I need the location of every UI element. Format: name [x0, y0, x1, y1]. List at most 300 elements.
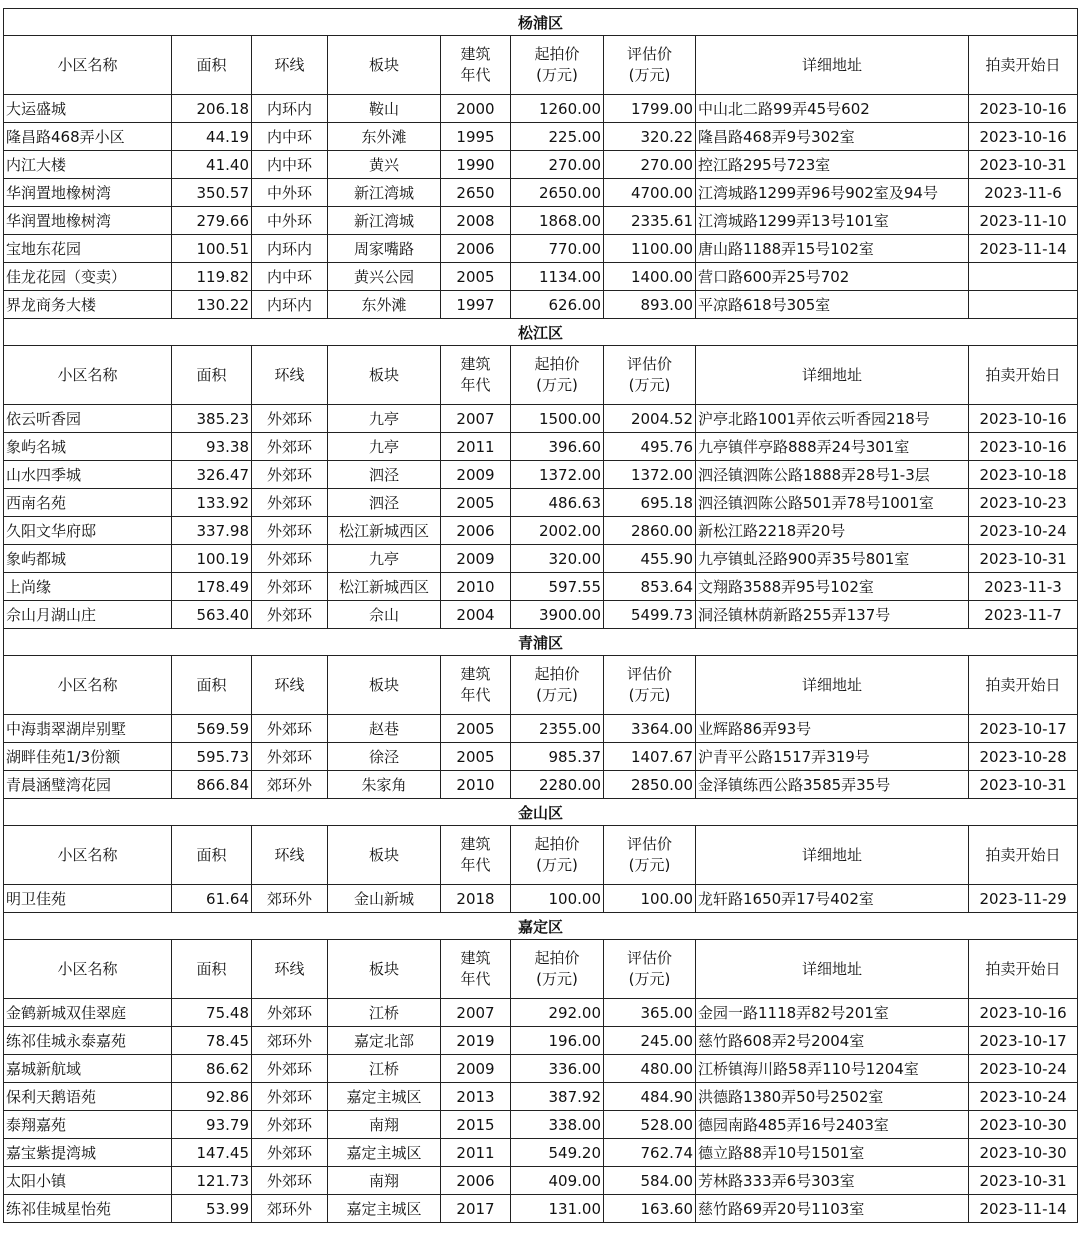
- column-header: 环线: [252, 826, 328, 885]
- table-cell: 郊环外: [252, 885, 328, 913]
- table-cell: 平凉路618号305室: [696, 291, 969, 319]
- table-cell: 2005: [441, 743, 511, 771]
- table-cell: 保利天鹅语苑: [4, 1083, 172, 1111]
- table-cell: 563.40: [172, 601, 252, 629]
- table-cell: 营口路600弄25号702: [696, 263, 969, 291]
- table-cell: 2023-10-16: [969, 95, 1078, 123]
- table-cell: 外郊环: [252, 1111, 328, 1139]
- table-cell: 2005: [441, 489, 511, 517]
- table-cell: 江桥: [328, 1055, 441, 1083]
- table-cell: 外郊环: [252, 1083, 328, 1111]
- table-cell: 内中环: [252, 123, 328, 151]
- district-title: 杨浦区: [4, 9, 1078, 36]
- table-cell: 320.22: [604, 123, 696, 151]
- district-title-row: [4, 799, 1078, 826]
- table-cell: 86.62: [172, 1055, 252, 1083]
- table-cell: 黄兴公园: [328, 263, 441, 291]
- table-cell: 2023-10-18: [969, 461, 1078, 489]
- table-row: [4, 999, 1078, 1027]
- table-cell: 2023-10-24: [969, 1055, 1078, 1083]
- column-header: 详细地址: [696, 346, 969, 405]
- table-cell: 德园南路485弄16号2403室: [696, 1111, 969, 1139]
- table-row: [4, 433, 1078, 461]
- table-cell: 1997: [441, 291, 511, 319]
- district-title: 金山区: [4, 799, 1078, 826]
- table-cell: 内江大楼: [4, 151, 172, 179]
- table-cell: 界龙商务大楼: [4, 291, 172, 319]
- table-cell: 象屿都城: [4, 545, 172, 573]
- table-cell: 洞泾镇林荫新路255弄137号: [696, 601, 969, 629]
- table-cell: 2023-11-14: [969, 1195, 1078, 1223]
- table-cell: 东外滩: [328, 291, 441, 319]
- table-row: [4, 461, 1078, 489]
- table-cell: 2019: [441, 1027, 511, 1055]
- table-cell: 2023-10-23: [969, 489, 1078, 517]
- column-header: 环线: [252, 36, 328, 95]
- table-cell: 外郊环: [252, 573, 328, 601]
- table-row: [4, 95, 1078, 123]
- table-cell: 新江湾城: [328, 207, 441, 235]
- table-cell: 金鹤新城双佳翠庭: [4, 999, 172, 1027]
- column-header: 详细地址: [696, 940, 969, 999]
- table-row: [4, 1111, 1078, 1139]
- table-cell: 2650.00: [511, 179, 604, 207]
- column-header: 建筑 年代: [441, 940, 511, 999]
- table-cell: 新松江路2218弄20号: [696, 517, 969, 545]
- table-cell: 2000: [441, 95, 511, 123]
- table-cell: 2023-10-31: [969, 771, 1078, 799]
- table-cell: 3900.00: [511, 601, 604, 629]
- district-title-row: [4, 913, 1078, 940]
- table-cell: 松江新城西区: [328, 517, 441, 545]
- table-cell: 2023-10-28: [969, 743, 1078, 771]
- table-row: [4, 179, 1078, 207]
- table-cell: 2017: [441, 1195, 511, 1223]
- table-cell: 2860.00: [604, 517, 696, 545]
- column-header: 板块: [328, 346, 441, 405]
- table-cell: 626.00: [511, 291, 604, 319]
- table-cell: 1372.00: [604, 461, 696, 489]
- column-header: 起拍价 (万元): [511, 940, 604, 999]
- column-header: 板块: [328, 940, 441, 999]
- table-cell: 唐山路1188弄15号102室: [696, 235, 969, 263]
- table-row: [4, 151, 1078, 179]
- table-cell: 慈竹路69弄20号1103室: [696, 1195, 969, 1223]
- table-cell: 泗泾镇泗陈公路1888弄28号1-3层: [696, 461, 969, 489]
- column-header-row: [4, 940, 1078, 999]
- table-cell: 409.00: [511, 1167, 604, 1195]
- table-cell: 隆昌路468弄小区: [4, 123, 172, 151]
- table-row: [4, 545, 1078, 573]
- table-cell: 芳林路333弄6号303室: [696, 1167, 969, 1195]
- column-header: 评估价 (万元): [604, 36, 696, 95]
- table-cell: 326.47: [172, 461, 252, 489]
- table-cell: 外郊环: [252, 1139, 328, 1167]
- column-header: 建筑 年代: [441, 36, 511, 95]
- table-cell: 外郊环: [252, 461, 328, 489]
- table-cell: 南翔: [328, 1111, 441, 1139]
- table-row: [4, 263, 1078, 291]
- table-cell: 周家嘴路: [328, 235, 441, 263]
- table-cell: 2005: [441, 715, 511, 743]
- table-cell: 内环内: [252, 291, 328, 319]
- table-cell: 2023-10-16: [969, 123, 1078, 151]
- table-cell: 61.64: [172, 885, 252, 913]
- table-cell: 100.51: [172, 235, 252, 263]
- table-cell: 385.23: [172, 405, 252, 433]
- table-row: [4, 885, 1078, 913]
- table-cell: 2023-10-31: [969, 151, 1078, 179]
- table-cell: 2004: [441, 601, 511, 629]
- table-cell: 中外环: [252, 179, 328, 207]
- table-cell: 119.82: [172, 263, 252, 291]
- table-cell: 华润置地橡树湾: [4, 179, 172, 207]
- table-cell: 762.74: [604, 1139, 696, 1167]
- table-cell: 内中环: [252, 263, 328, 291]
- table-cell: 佘山月湖山庄: [4, 601, 172, 629]
- table-cell: 387.92: [511, 1083, 604, 1111]
- table-cell: 206.18: [172, 95, 252, 123]
- table-cell: 4700.00: [604, 179, 696, 207]
- table-cell: 九亭: [328, 545, 441, 573]
- table-cell: 九亭: [328, 433, 441, 461]
- table-row: [4, 715, 1078, 743]
- table-cell: 郊环外: [252, 771, 328, 799]
- table-cell: 嘉定北部: [328, 1027, 441, 1055]
- table-cell: 853.64: [604, 573, 696, 601]
- table-cell: 2023-10-24: [969, 517, 1078, 545]
- column-header: 面积: [172, 36, 252, 95]
- table-cell: 中外环: [252, 207, 328, 235]
- column-header: 板块: [328, 826, 441, 885]
- column-header: 环线: [252, 940, 328, 999]
- table-cell: 130.22: [172, 291, 252, 319]
- table-cell: 练祁佳城星怡苑: [4, 1195, 172, 1223]
- table-cell: 嘉城新航域: [4, 1055, 172, 1083]
- table-cell: 2023-10-30: [969, 1111, 1078, 1139]
- table-cell: 华润置地橡树湾: [4, 207, 172, 235]
- table-cell: 松江新城西区: [328, 573, 441, 601]
- table-cell: 1100.00: [604, 235, 696, 263]
- table-cell: 黄兴: [328, 151, 441, 179]
- table-cell: 东外滩: [328, 123, 441, 151]
- table-cell: 225.00: [511, 123, 604, 151]
- table-cell: 396.60: [511, 433, 604, 461]
- table-cell: 131.00: [511, 1195, 604, 1223]
- table-cell: 中山北二路99弄45号602: [696, 95, 969, 123]
- table-cell: 外郊环: [252, 405, 328, 433]
- table-cell: 佳龙花园（变卖）: [4, 263, 172, 291]
- table-cell: 2009: [441, 1055, 511, 1083]
- table-cell: 2355.00: [511, 715, 604, 743]
- table-cell: 1260.00: [511, 95, 604, 123]
- table-cell: 480.00: [604, 1055, 696, 1083]
- table-cell: 沪青平公路1517弄319号: [696, 743, 969, 771]
- table-row: [4, 1055, 1078, 1083]
- table-cell: 郊环外: [252, 1195, 328, 1223]
- table-cell: 2015: [441, 1111, 511, 1139]
- column-header: 建筑 年代: [441, 826, 511, 885]
- table-cell: 嘉定主城区: [328, 1195, 441, 1223]
- column-header: 评估价 (万元): [604, 656, 696, 715]
- column-header-row: [4, 826, 1078, 885]
- column-header: 起拍价 (万元): [511, 346, 604, 405]
- table-cell: 121.73: [172, 1167, 252, 1195]
- table-cell: 慈竹路608弄2号2004室: [696, 1027, 969, 1055]
- column-header: 拍卖开始日: [969, 656, 1078, 715]
- table-cell: 495.76: [604, 433, 696, 461]
- table-cell: 337.98: [172, 517, 252, 545]
- table-cell: 2006: [441, 235, 511, 263]
- district-title: 松江区: [4, 319, 1078, 346]
- table-cell: 内环内: [252, 95, 328, 123]
- table-cell: 270.00: [604, 151, 696, 179]
- table-cell: 985.37: [511, 743, 604, 771]
- table-cell: 1500.00: [511, 405, 604, 433]
- table-cell: 5499.73: [604, 601, 696, 629]
- column-header: 建筑 年代: [441, 656, 511, 715]
- table-cell: 九亭镇虬泾路900弄35号801室: [696, 545, 969, 573]
- table-cell: 2023-10-16: [969, 433, 1078, 461]
- table-cell: 245.00: [604, 1027, 696, 1055]
- table-row: [4, 1083, 1078, 1111]
- column-header-row: [4, 656, 1078, 715]
- table-cell: 嘉定主城区: [328, 1139, 441, 1167]
- column-header: 起拍价 (万元): [511, 656, 604, 715]
- column-header: 拍卖开始日: [969, 36, 1078, 95]
- table-cell: 泗泾镇泗陈公路501弄78号1001室: [696, 489, 969, 517]
- table-cell: 朱家角: [328, 771, 441, 799]
- table-cell: 龙轩路1650弄17号402室: [696, 885, 969, 913]
- table-cell: 2018: [441, 885, 511, 913]
- table-cell: 业辉路86弄93号: [696, 715, 969, 743]
- column-header: 板块: [328, 656, 441, 715]
- column-header: 拍卖开始日: [969, 346, 1078, 405]
- table-cell: 外郊环: [252, 545, 328, 573]
- table-cell: 2007: [441, 405, 511, 433]
- column-header: 起拍价 (万元): [511, 36, 604, 95]
- column-header: 拍卖开始日: [969, 826, 1078, 885]
- table-row: [4, 235, 1078, 263]
- table-cell: 292.00: [511, 999, 604, 1027]
- table-cell: 九亭: [328, 405, 441, 433]
- table-cell: 佘山: [328, 601, 441, 629]
- table-cell: 93.79: [172, 1111, 252, 1139]
- table-cell: 1372.00: [511, 461, 604, 489]
- district-title: 嘉定区: [4, 913, 1078, 940]
- table-cell: 584.00: [604, 1167, 696, 1195]
- table-cell: 金山新城: [328, 885, 441, 913]
- table-cell: 新江湾城: [328, 179, 441, 207]
- table-cell: 338.00: [511, 1111, 604, 1139]
- table-row: [4, 291, 1078, 319]
- table-cell: 44.19: [172, 123, 252, 151]
- table-row: [4, 1139, 1078, 1167]
- table-cell: 893.00: [604, 291, 696, 319]
- table-row: [4, 771, 1078, 799]
- table-cell: 484.90: [604, 1083, 696, 1111]
- table-cell: 江湾城路1299弄13号101室: [696, 207, 969, 235]
- column-header: 面积: [172, 656, 252, 715]
- table-cell: 92.86: [172, 1083, 252, 1111]
- table-cell: 53.99: [172, 1195, 252, 1223]
- table-cell: 163.60: [604, 1195, 696, 1223]
- table-cell: 2023-10-17: [969, 715, 1078, 743]
- table-cell: 147.45: [172, 1139, 252, 1167]
- column-header: 拍卖开始日: [969, 940, 1078, 999]
- table-cell: 1990: [441, 151, 511, 179]
- table-cell: 78.45: [172, 1027, 252, 1055]
- table-cell: 中海翡翠湖岸别墅: [4, 715, 172, 743]
- table-cell: 外郊环: [252, 999, 328, 1027]
- district-title: 青浦区: [4, 629, 1078, 656]
- column-header: 评估价 (万元): [604, 346, 696, 405]
- table-cell: 2010: [441, 771, 511, 799]
- table-cell: 上尚缘: [4, 573, 172, 601]
- table-cell: 2006: [441, 1167, 511, 1195]
- column-header: 小区名称: [4, 346, 172, 405]
- table-cell: 2023-10-17: [969, 1027, 1078, 1055]
- table-cell: 2006: [441, 517, 511, 545]
- table-row: [4, 1027, 1078, 1055]
- table-cell: 2004.52: [604, 405, 696, 433]
- table-cell: 2023-11-7: [969, 601, 1078, 629]
- table-cell: 2011: [441, 1139, 511, 1167]
- column-header: 面积: [172, 346, 252, 405]
- table-cell: 133.92: [172, 489, 252, 517]
- table-cell: 2013: [441, 1083, 511, 1111]
- table-cell: 外郊环: [252, 743, 328, 771]
- column-header: 详细地址: [696, 656, 969, 715]
- table-cell: 隆昌路468弄9号302室: [696, 123, 969, 151]
- table-cell: 100.00: [604, 885, 696, 913]
- table-cell: 3364.00: [604, 715, 696, 743]
- listing-table: [3, 8, 1078, 1223]
- table-cell: 336.00: [511, 1055, 604, 1083]
- table-cell: 洪德路1380弄50号2502室: [696, 1083, 969, 1111]
- table-cell: 外郊环: [252, 601, 328, 629]
- column-header-row: [4, 346, 1078, 405]
- table-cell: 1799.00: [604, 95, 696, 123]
- column-header: 起拍价 (万元): [511, 826, 604, 885]
- table-cell: 2023-11-6: [969, 179, 1078, 207]
- table-row: [4, 1195, 1078, 1223]
- table-cell: 外郊环: [252, 517, 328, 545]
- table-cell: 695.18: [604, 489, 696, 517]
- table-cell: 沪亭北路1001弄依云听香园218号: [696, 405, 969, 433]
- table-cell: 2023-10-16: [969, 405, 1078, 433]
- table-cell: 鞍山: [328, 95, 441, 123]
- table-cell: 内环内: [252, 235, 328, 263]
- table-cell: 依云听香园: [4, 405, 172, 433]
- table-cell: 江桥镇海川路58弄110号1204室: [696, 1055, 969, 1083]
- table-cell: 外郊环: [252, 489, 328, 517]
- table-cell: 75.48: [172, 999, 252, 1027]
- table-cell: 1868.00: [511, 207, 604, 235]
- table-row: [4, 123, 1078, 151]
- column-header: 小区名称: [4, 940, 172, 999]
- table-cell: 外郊环: [252, 1055, 328, 1083]
- table-cell: 569.59: [172, 715, 252, 743]
- table-cell: 2023-11-14: [969, 235, 1078, 263]
- table-cell: 象屿名城: [4, 433, 172, 461]
- table-cell: 2010: [441, 573, 511, 601]
- table-cell: 外郊环: [252, 1167, 328, 1195]
- table-row: [4, 601, 1078, 629]
- table-cell: 597.55: [511, 573, 604, 601]
- table-row: [4, 573, 1078, 601]
- table-cell: 2009: [441, 545, 511, 573]
- table-cell: 九亭镇伴亭路888弄24号301室: [696, 433, 969, 461]
- table-cell: 西南名苑: [4, 489, 172, 517]
- table-cell: 1134.00: [511, 263, 604, 291]
- table-cell: 2005: [441, 263, 511, 291]
- table-cell: 528.00: [604, 1111, 696, 1139]
- table-cell: [969, 263, 1078, 291]
- table-cell: 486.63: [511, 489, 604, 517]
- table-cell: 1995: [441, 123, 511, 151]
- table-cell: 178.49: [172, 573, 252, 601]
- table-cell: 徐泾: [328, 743, 441, 771]
- table-cell: 明卫佳苑: [4, 885, 172, 913]
- table-cell: 宝地东花园: [4, 235, 172, 263]
- table-row: [4, 489, 1078, 517]
- table-cell: 2002.00: [511, 517, 604, 545]
- table-cell: 外郊环: [252, 433, 328, 461]
- table-cell: 2650: [441, 179, 511, 207]
- table-cell: 320.00: [511, 545, 604, 573]
- table-cell: 外郊环: [252, 715, 328, 743]
- table-row: [4, 743, 1078, 771]
- table-cell: 郊环外: [252, 1027, 328, 1055]
- table-row: [4, 207, 1078, 235]
- table-cell: 泗泾: [328, 461, 441, 489]
- column-header: 环线: [252, 346, 328, 405]
- table-cell: 泗泾: [328, 489, 441, 517]
- column-header: 板块: [328, 36, 441, 95]
- table-cell: [969, 291, 1078, 319]
- table-cell: 金泽镇练西公路3585弄35号: [696, 771, 969, 799]
- table-row: [4, 405, 1078, 433]
- auction-listing-document: [3, 0, 1077, 1223]
- column-header: 小区名称: [4, 826, 172, 885]
- column-header: 面积: [172, 826, 252, 885]
- table-cell: 270.00: [511, 151, 604, 179]
- table-cell: 德立路88弄10号1501室: [696, 1139, 969, 1167]
- table-cell: 2007: [441, 999, 511, 1027]
- table-cell: 2009: [441, 461, 511, 489]
- table-cell: 控江路295号723室: [696, 151, 969, 179]
- table-cell: 大运盛城: [4, 95, 172, 123]
- table-cell: 2023-10-24: [969, 1083, 1078, 1111]
- table-cell: 549.20: [511, 1139, 604, 1167]
- table-cell: 770.00: [511, 235, 604, 263]
- table-cell: 久阳文华府邸: [4, 517, 172, 545]
- table-cell: 2280.00: [511, 771, 604, 799]
- column-header: 评估价 (万元): [604, 826, 696, 885]
- table-cell: 279.66: [172, 207, 252, 235]
- table-cell: 2023-10-30: [969, 1139, 1078, 1167]
- table-cell: 2011: [441, 433, 511, 461]
- table-cell: 455.90: [604, 545, 696, 573]
- table-cell: 嘉定主城区: [328, 1083, 441, 1111]
- column-header: 面积: [172, 940, 252, 999]
- table-cell: 1400.00: [604, 263, 696, 291]
- column-header: 详细地址: [696, 36, 969, 95]
- table-cell: 1407.67: [604, 743, 696, 771]
- table-cell: 93.38: [172, 433, 252, 461]
- district-title-row: [4, 629, 1078, 656]
